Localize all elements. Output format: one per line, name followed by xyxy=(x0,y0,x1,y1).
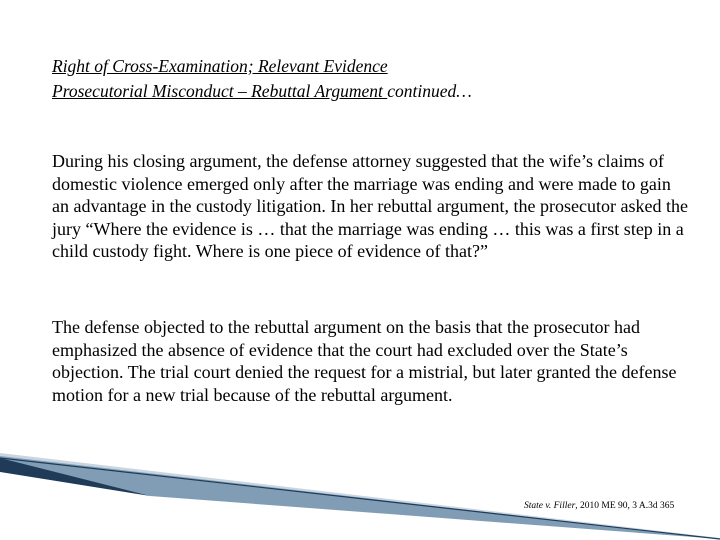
body-paragraph-closing-argument: During his closing argument, the defense attorney suggested that the wife’s claims of domestic violence emerged only after the marriage was ending and were made to gain an advantage in the custody litigation. In her rebuttal argument, the prosecutor asked the jury “Where the evidence is … that the marriage was ending … this was a first step in a child custody fight. Where is one piece of evidence of that?” xyxy=(52,151,688,261)
heading-continued-label: continued… xyxy=(387,81,472,101)
body-paragraph-defense-objection: The defense objected to the rebuttal argument on the basis that the prosecutor had emphasized the absence of evidence that the court had excluded over the State’s objection. The trial court denied the request for a mistrial, but later granted the defense motion for a new trial because of the rebuttal argument. xyxy=(52,317,677,405)
slide-heading xyxy=(52,54,692,104)
heading-line-2-underlined: Prosecutorial Misconduct – Rebuttal Argument xyxy=(52,81,388,101)
heading-line-2 xyxy=(52,79,692,104)
case-citation xyxy=(524,500,674,512)
citation-reporter: , 2010 ME 90, 3 A.3d 365 xyxy=(575,501,675,511)
decorative-wave-band xyxy=(0,450,720,540)
citation-case-name: State v. Filler xyxy=(524,501,576,511)
heading-line-1: Right of Cross-Examination; Relevant Evidence xyxy=(52,56,388,76)
